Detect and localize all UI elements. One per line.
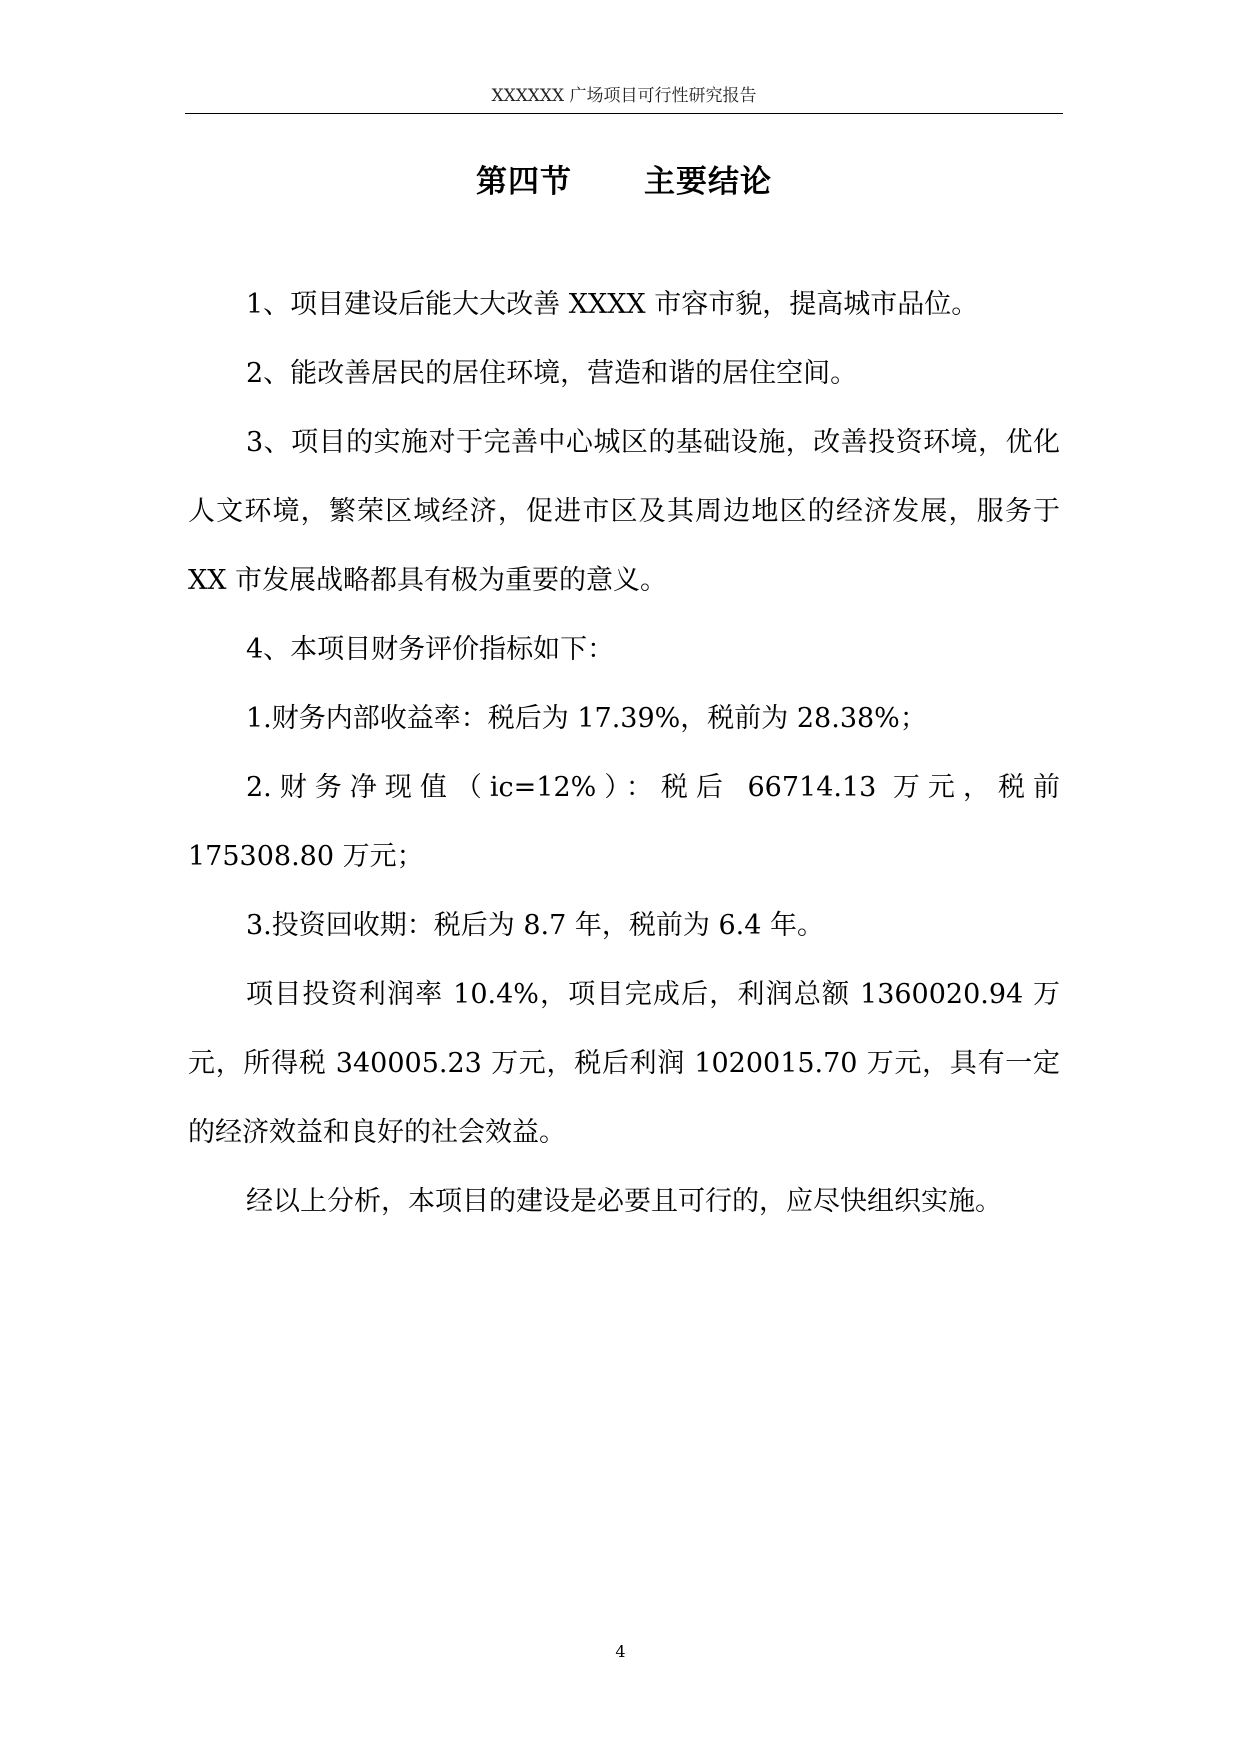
section-heading: 主要结论 — [644, 164, 772, 200]
paragraph-summary: 经以上分析，本项目的建设是必要且可行的，应尽快组织实施。 — [246, 1186, 1002, 1217]
running-header: XXXXXX 广场项目可行性研究报告 — [491, 86, 757, 106]
paragraph-conclusion-4: 4、本项目财务评价指标如下： — [246, 634, 615, 665]
body-text — [188, 270, 1060, 1236]
paragraph-npv: 2.财务净现值（ic=12%）：税后 66714.13 万元，税前 175308.80 万元； — [188, 772, 1060, 872]
section-title — [185, 162, 1063, 202]
header-rule — [185, 113, 1063, 114]
paragraph-irr: 1.财务内部收益率：税后为 17.39%，税前为 28.38%； — [246, 703, 927, 734]
section-number: 第四节 — [476, 164, 572, 200]
page-number: 4 — [615, 1642, 626, 1661]
paragraph-profit: 项目投资利润率 10.4%，项目完成后，利润总额 1360020.94 万元，所得税 340005.23 万元，税后利润 1020015.70 万元，具有一定的经济效益和良好的社会效益。 — [188, 979, 1060, 1148]
paragraph-conclusion-2: 2、能改善居民的居住环境，营造和谐的居住空间。 — [246, 358, 858, 389]
paragraph-conclusion-1: 1、项目建设后能大大改善 XXXX 市容市貌，提高城市品位。 — [246, 289, 979, 320]
paragraph-payback: 3.投资回收期：税后为 8.7 年，税前为 6.4 年。 — [246, 910, 824, 941]
paragraph-conclusion-3: 3、项目的实施对于完善中心城区的基础设施，改善投资环境，优化人文环境，繁荣区域经济，促进市区及其周边地区的经济发展，服务于 XX 市发展战略都具有极为重要的意义。 — [188, 427, 1060, 596]
